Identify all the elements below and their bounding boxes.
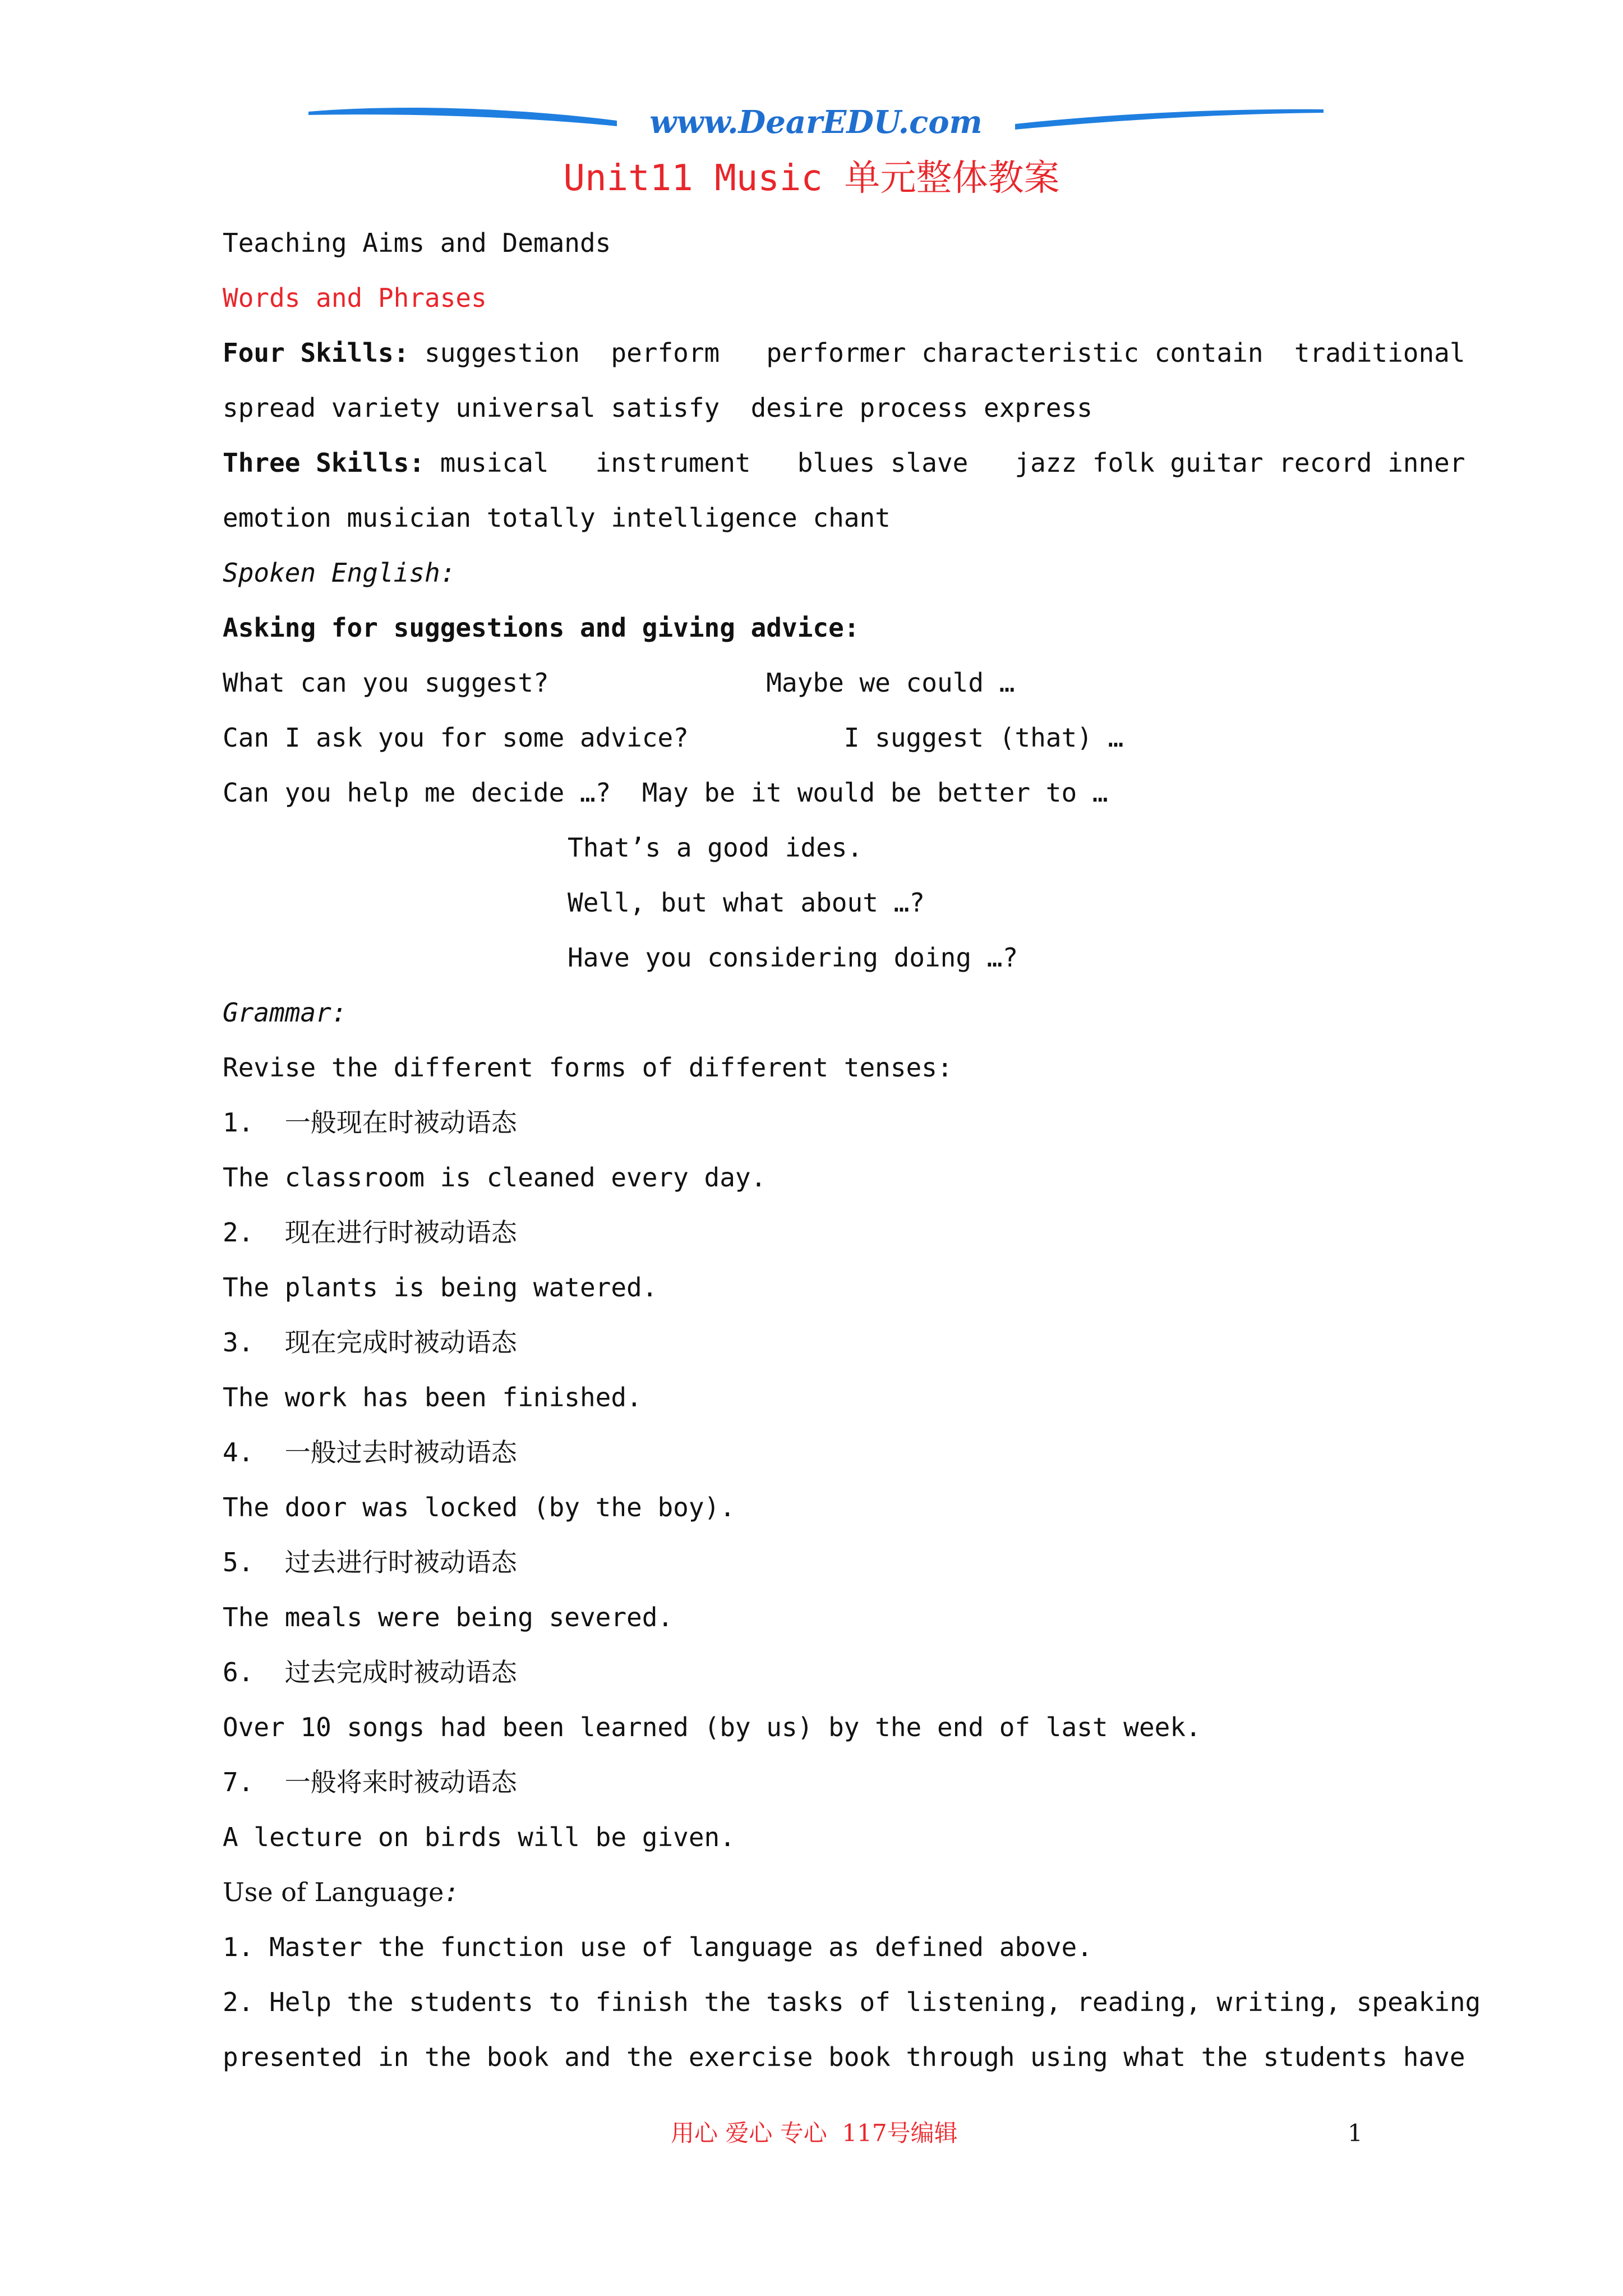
- site-text: www.DearEDU.com: [649, 104, 983, 141]
- tense-example: The plants is being watered.: [223, 1272, 658, 1303]
- tense-example: The work has been finished.: [223, 1382, 642, 1412]
- grammar-intro: Revise the different forms of different tenses:: [223, 1052, 953, 1083]
- tense-label: 7. 一般将来时被动语态: [223, 1767, 517, 1797]
- tense-example: The meals were being severed.: [223, 1602, 674, 1632]
- tense-example: The door was locked (by the boy).: [223, 1492, 735, 1522]
- spoken-heading: Spoken English:: [223, 558, 456, 588]
- tense-label: 4. 一般过去时被动语态: [223, 1437, 517, 1467]
- four-skills-label: Four Skills:: [223, 338, 409, 368]
- banner-left-swoosh: [308, 108, 617, 126]
- tense-example: A lecture on birds will be given.: [223, 1822, 735, 1852]
- use-item: presented in the book and the exercise book through using what the students have: [223, 2042, 1465, 2072]
- banner-right-swoosh: [1015, 109, 1324, 130]
- tense-label: 1. 一般现在时被动语态: [223, 1107, 517, 1138]
- use-heading: [223, 1875, 459, 1909]
- phrase-line: That’s a good ides.: [568, 832, 863, 863]
- use-heading-colon: :: [444, 1877, 460, 1907]
- three-skills-label: Three Skills:: [223, 448, 425, 478]
- three-skills-words-cont: emotion musician totally intelligence chant: [223, 503, 891, 533]
- asking-heading: Asking for suggestions and giving advice:: [223, 613, 860, 643]
- words-heading: Words and Phrases: [223, 283, 487, 313]
- use-heading-text: Use of Language: [223, 1877, 444, 1907]
- tense-example: Over 10 songs had been learned (by us) by the end of last week.: [223, 1712, 1201, 1742]
- tense-example: The classroom is cleaned every day.: [223, 1162, 767, 1193]
- tense-label: 2. 现在进行时被动语态: [223, 1217, 517, 1248]
- phrase-line: Well, but what about …?: [568, 887, 925, 918]
- header-banner: [303, 98, 1329, 149]
- phrase-line: Can you help me decide …? May be it would be better to …: [223, 777, 1108, 808]
- four-skills-words: suggestion perform performer characteristic contain traditional: [409, 338, 1465, 368]
- aims-heading: Teaching Aims and Demands: [223, 228, 611, 258]
- three-skills-words: musical instrument blues slave jazz folk guitar record inner: [425, 448, 1465, 478]
- page-number: 1: [1348, 2119, 1363, 2147]
- tense-label: 6. 过去完成时被动语态: [223, 1657, 517, 1687]
- footer-text: 用心 爱心 专心 117号编辑: [671, 2119, 958, 2147]
- phrase-line: Can I ask you for some advice? I suggest (that) …: [223, 723, 1124, 753]
- tense-label: 5. 过去进行时被动语态: [223, 1547, 517, 1577]
- phrase-line: Have you considering doing …?: [568, 942, 1018, 973]
- tense-label: 3. 现在完成时被动语态: [223, 1327, 517, 1358]
- four-skills-words-cont: spread variety universal satisfy desire process express: [223, 393, 1092, 423]
- use-item: 2. Help the students to finish the tasks of listening, reading, writing, speaking: [223, 1987, 1481, 2017]
- three-skills-line: [223, 446, 1465, 480]
- grammar-heading: Grammar:: [223, 997, 347, 1028]
- use-item: 1. Master the function use of language as defined above.: [223, 1932, 1092, 1962]
- four-skills-line: [223, 336, 1465, 370]
- phrase-line: What can you suggest? Maybe we could …: [223, 668, 1015, 698]
- document-title: Unit11 Music 单元整体教案: [563, 158, 1060, 199]
